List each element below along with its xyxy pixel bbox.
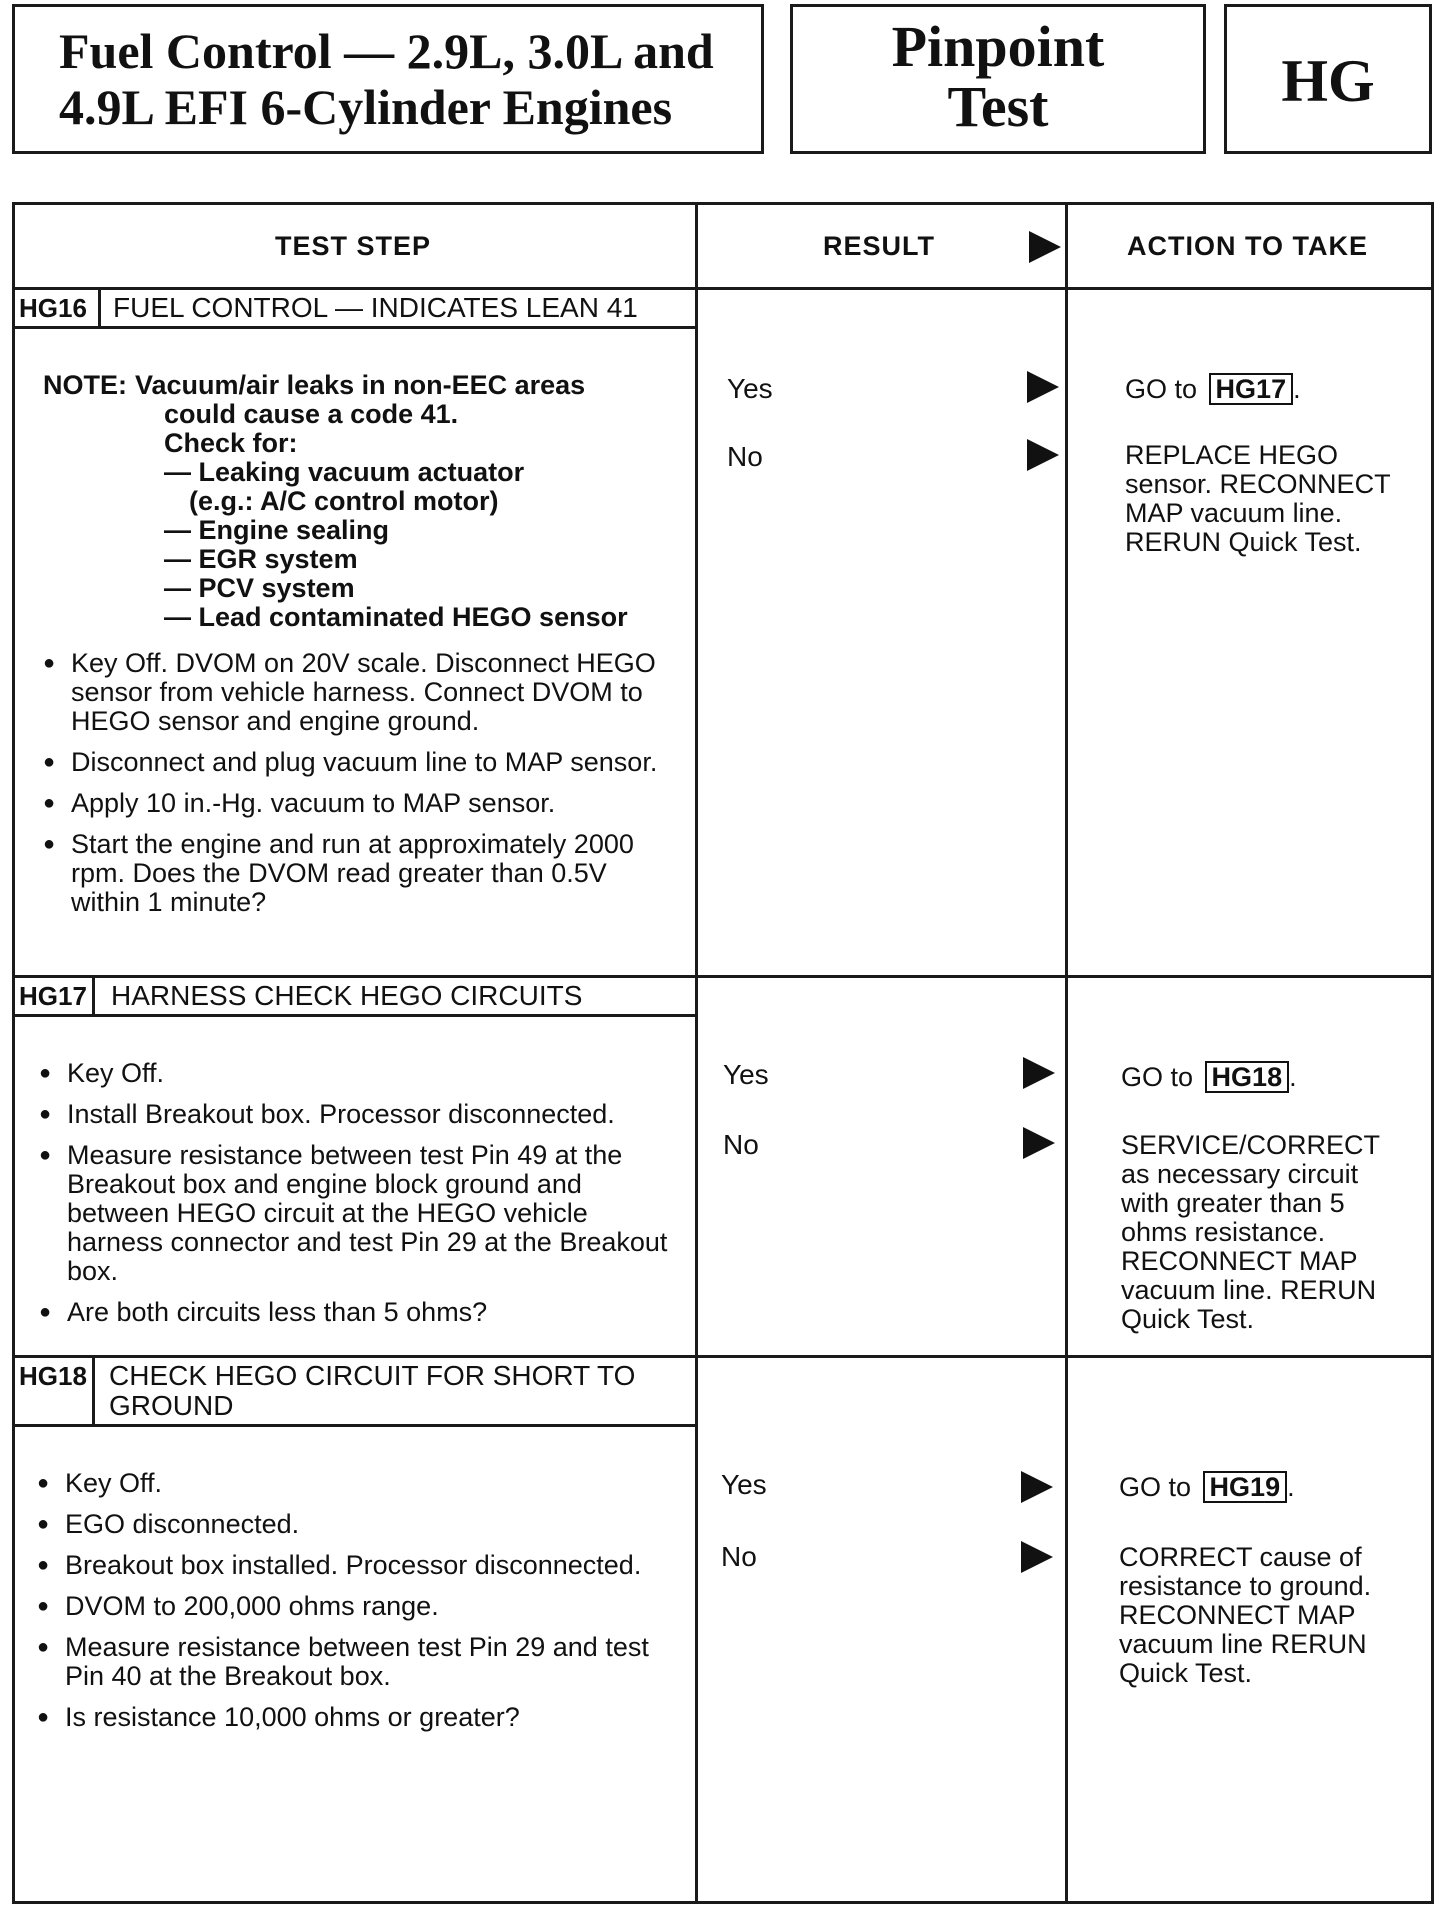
list-item: ● Are both circuits less than 5 ohms? — [39, 1298, 679, 1327]
action-line: as necessary circuit — [1121, 1159, 1359, 1189]
note-line: could cause a code 41. — [164, 399, 459, 429]
yes-action — [1119, 1471, 1295, 1503]
action-line: CORRECT cause of — [1119, 1542, 1362, 1572]
result-no: No — [727, 441, 763, 472]
step-header-hg17 — [15, 975, 695, 1017]
arrow-icon — [1023, 1057, 1055, 1089]
note-line: Vacuum/air leaks in non-EEC areas — [135, 370, 586, 400]
step-reference-link[interactable]: HG17 — [1209, 373, 1294, 405]
result-yes: Yes — [721, 1469, 767, 1500]
action-line: Quick Test. — [1119, 1658, 1253, 1688]
list-item: ● DVOM to 200,000 ohms range. — [37, 1592, 687, 1621]
action-line: resistance to ground. — [1119, 1571, 1372, 1601]
column-header-result: RESULT — [823, 231, 935, 261]
result-no: No — [721, 1541, 757, 1572]
list-item: ● Install Breakout box. Processor disconnected. — [39, 1100, 679, 1129]
step-id: HG16 — [15, 287, 101, 326]
pinpoint-test-table — [12, 202, 1434, 1904]
result-yes: Yes — [723, 1059, 769, 1090]
list-item: ● Apply 10 in.-Hg. vacuum to MAP sensor. — [43, 789, 683, 818]
action-line: MAP vacuum line. — [1125, 498, 1343, 528]
step-title: HARNESS CHECK HEGO CIRCUITS — [111, 980, 583, 1011]
note-line: (e.g.: A/C control motor) — [189, 486, 499, 516]
list-item: ● Key Off. — [39, 1059, 679, 1088]
note-line: Check for: — [164, 428, 298, 458]
list-item: ● Is resistance 10,000 ohms or greater? — [37, 1703, 687, 1732]
step-header-hg16 — [15, 287, 695, 329]
step-note — [43, 371, 683, 632]
action-line: sensor. RECONNECT — [1125, 469, 1391, 499]
action-line: RECONNECT MAP — [1119, 1600, 1356, 1630]
list-item: ● EGO disconnected. — [37, 1510, 687, 1539]
list-item: ● Start the engine and run at approximately 2000 rpm. Does the DVOM read greater than 0.5V within 1 minute? — [43, 830, 683, 917]
note-label: NOTE: — [43, 370, 127, 400]
step-instructions — [37, 1469, 687, 1744]
action-line: REPLACE HEGO — [1125, 440, 1339, 470]
column-divider — [695, 205, 698, 1901]
note-line: — PCV system — [164, 573, 355, 603]
action-text: . — [1293, 374, 1301, 404]
action-text: GO to — [1121, 1062, 1194, 1092]
step-header-hg18 — [15, 1355, 695, 1427]
title-box — [12, 4, 764, 154]
test-code-box — [1224, 4, 1432, 154]
no-action — [1125, 441, 1425, 557]
test-code: HG — [1281, 48, 1375, 114]
test-type-label: Pinpoint Test — [891, 14, 1105, 139]
step-title: CHECK HEGO CIRCUIT FOR SHORT TO GROUND — [109, 1360, 636, 1421]
result-no: No — [723, 1129, 759, 1160]
arrow-icon — [1027, 439, 1059, 471]
arrow-icon — [1027, 371, 1059, 403]
step-instructions — [39, 1059, 679, 1339]
action-line: RERUN Quick Test. — [1125, 527, 1362, 557]
result-yes: Yes — [727, 373, 773, 404]
note-line: — Engine sealing — [164, 515, 390, 545]
step-instructions — [43, 649, 683, 929]
arrow-icon — [1021, 1541, 1053, 1573]
action-text: . — [1287, 1472, 1295, 1502]
action-line: ohms resistance. — [1121, 1217, 1326, 1247]
action-line: RECONNECT MAP — [1121, 1246, 1358, 1276]
action-line: Quick Test. — [1121, 1304, 1255, 1334]
action-line: vacuum line. RERUN — [1121, 1275, 1377, 1305]
step-reference-link[interactable]: HG19 — [1203, 1471, 1288, 1503]
action-text: GO to — [1119, 1472, 1192, 1502]
no-action — [1119, 1543, 1429, 1688]
column-header-action: ACTION TO TAKE — [1127, 231, 1368, 261]
arrow-icon — [1029, 231, 1061, 263]
step-title: FUEL CONTROL — INDICATES LEAN 41 — [113, 292, 638, 323]
test-type-box — [790, 4, 1206, 154]
arrow-icon — [1021, 1471, 1053, 1503]
step-reference-link[interactable]: HG18 — [1205, 1061, 1290, 1093]
action-line: vacuum line RERUN — [1119, 1629, 1367, 1659]
note-line: — Lead contaminated HEGO sensor — [164, 602, 628, 632]
arrow-icon — [1023, 1127, 1055, 1159]
step-id: HG18 — [15, 1355, 95, 1424]
action-text: . — [1289, 1062, 1297, 1092]
action-text: GO to — [1125, 374, 1198, 404]
action-line: with greater than 5 — [1121, 1188, 1345, 1218]
yes-action — [1121, 1061, 1297, 1093]
list-item: ● Disconnect and plug vacuum line to MAP sensor. — [43, 748, 683, 777]
no-action — [1121, 1131, 1421, 1334]
column-divider — [1065, 205, 1068, 1901]
list-item: ● Breakout box installed. Processor disconnected. — [37, 1551, 687, 1580]
list-item: ● Measure resistance between test Pin 29 and test Pin 40 at the Breakout box. — [37, 1633, 687, 1691]
action-line: SERVICE/CORRECT — [1121, 1130, 1381, 1160]
note-line: — Leaking vacuum actuator — [164, 457, 525, 487]
list-item: ● Measure resistance between test Pin 49 at the Breakout box and engine block ground and between HEGO circuit at the HEGO vehicle harness connector and test Pin 29 at the Breakout box. — [39, 1141, 679, 1286]
list-item: ● Key Off. DVOM on 20V scale. Disconnect HEGO sensor from vehicle harness. Connect DVOM to HEGO sensor and engine ground. — [43, 649, 683, 736]
yes-action — [1125, 373, 1301, 405]
column-header-test-step: TEST STEP — [275, 231, 432, 261]
document-title: Fuel Control — 2.9L, 3.0L and 4.9L EFI 6-Cylinder Engines — [59, 23, 714, 135]
note-line: — EGR system — [164, 544, 358, 574]
step-id: HG17 — [15, 975, 95, 1014]
list-item: ● Key Off. — [37, 1469, 687, 1498]
